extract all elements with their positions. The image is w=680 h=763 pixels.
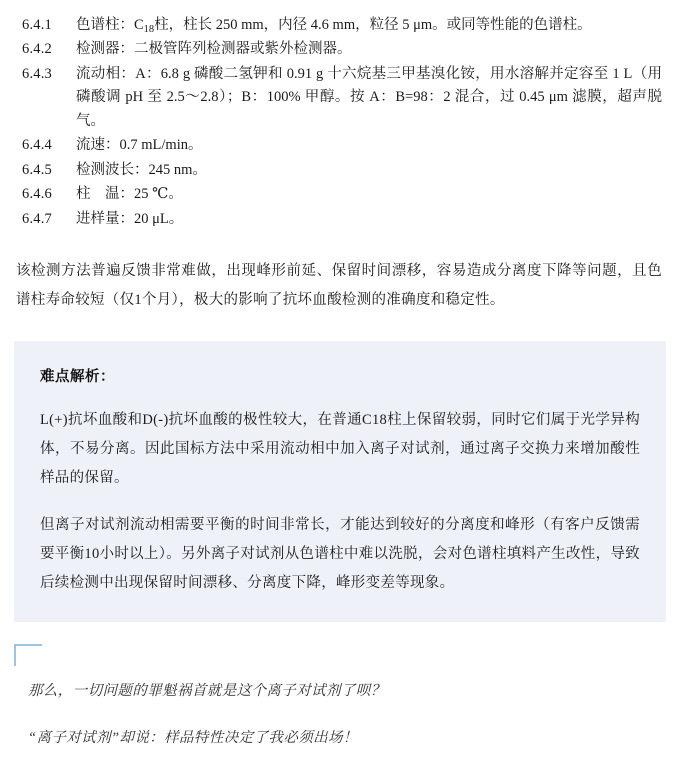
spec-text	[76, 14, 662, 37]
spec-subscript: 18	[143, 23, 155, 35]
spec-text: 检测波长：245 nm。	[76, 161, 207, 178]
list-item	[22, 159, 662, 182]
spec-number: 6.4.1	[22, 17, 52, 33]
list-item	[22, 63, 662, 133]
analysis-box	[14, 341, 666, 622]
spec-number: 6.4.6	[22, 186, 52, 203]
spec-number: 6.4.3	[22, 65, 52, 82]
spec-text: 进样量：20 μL。	[76, 210, 184, 227]
list-item	[22, 208, 662, 231]
list-item	[22, 134, 662, 157]
spec-number: 6.4.7	[22, 210, 52, 227]
spec-text-post: 柱，柱长 250 mm，内径 4.6 mm，粒径 5 μm。或同等性能的色谱柱。	[154, 17, 592, 33]
spec-number: 6.4.4	[22, 137, 52, 154]
list-item	[22, 14, 662, 37]
spec-number: 6.4.5	[22, 161, 52, 178]
spec-text-pre: 色谱柱：C	[76, 17, 144, 33]
analysis-paragraph: 但离子对试剂流动相需要平衡的时间非常长，才能达到较好的分离度和峰形（有客户反馈需要平衡10小时以上）。另外离子对试剂从色谱柱中难以洗脱，会对色谱柱填料产生改性，导致后续检测中出现保留时间漂移、分离度下降，峰形变差等现象。	[40, 517, 640, 592]
spec-text: 检测器：二极管阵列检测器或紫外检测器。	[76, 41, 352, 58]
spec-text: 流速：0.7 mL/min。	[76, 137, 203, 154]
spec-list	[0, 0, 680, 231]
spec-text: 流动相：A：6.8 g 磷酸二氢钾和 0.91 g 十六烷基三甲基溴化铵，用水溶解并定容至 1 L（用磷酸调 pH 至 2.5～2.8）；B：100% 甲醇。按 A：B=98：2 混合，过 0.45 μm 滤膜，超声脱气。	[76, 65, 662, 129]
quote-bracket-icon	[14, 644, 42, 666]
list-item	[22, 183, 662, 206]
analysis-title: 难点解析：	[40, 369, 115, 386]
spec-text: 柱 温：25 ℃。	[76, 186, 183, 203]
list-item	[22, 38, 662, 61]
intro-paragraph-block	[0, 257, 680, 315]
quote-line: 那么，一切问题的罪魁祸首就是这个离子对试剂了呗？	[28, 682, 386, 699]
quote-line: “离子对试剂”却说：样品特性决定了我必须出场！	[28, 729, 358, 746]
quote-section	[14, 644, 666, 763]
intro-paragraph: 该检测方法普遍反馈非常难做，出现峰形前延、保留时间漂移，容易造成分离度下降等问题，且色谱柱寿命较短（仅1个月），极大的影响了抗坏血酸检测的准确度和稳定性。	[16, 263, 662, 309]
spec-number: 6.4.2	[22, 41, 52, 58]
analysis-paragraph: L(+)抗坏血酸和D(-)抗坏血酸的极性较大，在普通C18柱上保留较弱，同时它们属于光学异构体，不易分离。因此国标方法中采用流动相中加入离子对试剂，通过离子交换力来增加酸性样品的保留。	[40, 412, 640, 487]
